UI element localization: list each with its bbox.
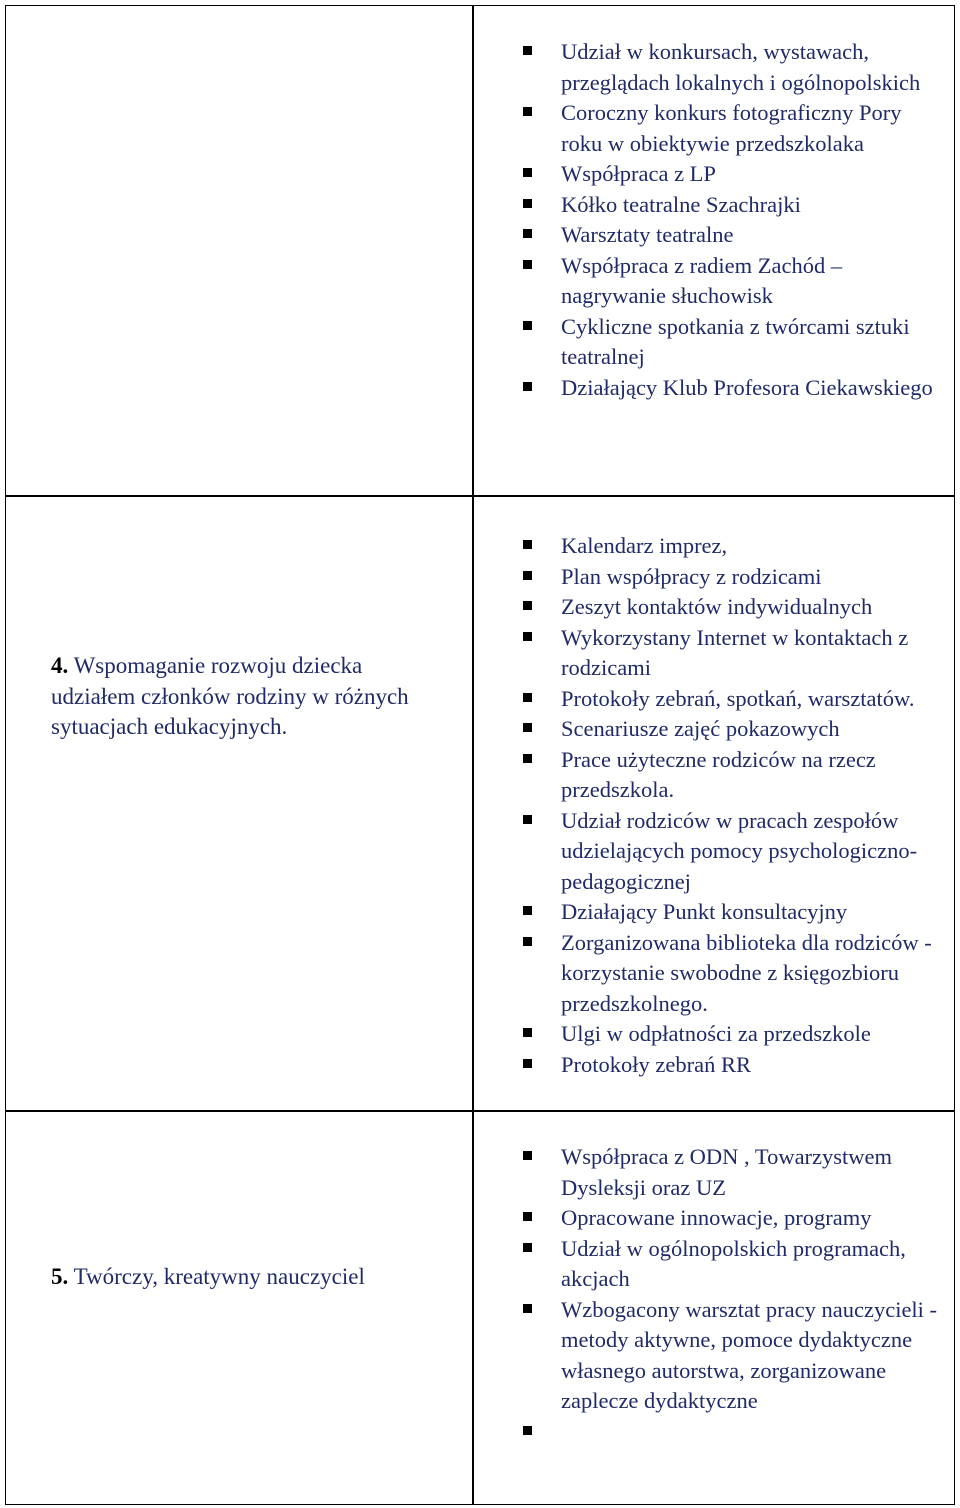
list-item	[474, 1050, 954, 1081]
list-item-text: Współpraca z LP	[561, 161, 716, 186]
square-bullet-icon	[523, 815, 532, 824]
row-2-items-cell	[474, 531, 954, 1080]
list-item-text: Protokoły zebrań RR	[561, 1051, 751, 1077]
list-item-text: Cykliczne spotkania z twórcami sztuki teatralnej	[561, 313, 910, 369]
table-row	[6, 495, 954, 1110]
list-item	[474, 684, 954, 715]
list-item	[474, 1234, 954, 1295]
square-bullet-icon	[523, 693, 532, 702]
list-item	[474, 745, 954, 806]
list-item	[474, 897, 954, 928]
list-item-text: Działający Klub Profesora Ciekawskiego	[561, 374, 933, 400]
list-item	[474, 159, 954, 190]
row-1-item-list	[474, 37, 954, 403]
list-item	[474, 1295, 954, 1417]
list-item-text: Wzbogacony warsztat pracy nauczycieli - metody aktywne, pomoce dydaktyczne własnego autorstwa, zorganizowane zaplecze dydaktyczne	[561, 1296, 938, 1413]
square-bullet-icon	[523, 46, 532, 55]
row-number: 4.	[51, 653, 69, 678]
table-row	[6, 1110, 954, 1506]
list-item-text: Ulgi w odpłatności za przedszkole	[561, 1021, 871, 1046]
row-number: 5.	[51, 1264, 69, 1289]
list-item-text: Scenariusze zajęć pokazowych	[561, 716, 840, 741]
list-item-text: Kółko teatralne Szachrajki	[561, 191, 801, 217]
square-bullet-icon	[523, 199, 532, 208]
list-item-text: Zorganizowana biblioteka dla rodziców - korzystanie swobodne z księgozbioru przedszkolnego.	[561, 929, 932, 1016]
list-item	[474, 623, 954, 684]
square-bullet-icon	[523, 1028, 532, 1037]
list-item-text: Kalendarz imprez,	[561, 533, 728, 558]
list-item-text: Współpraca z radiem Zachód – nagrywanie słuchowisk	[561, 252, 843, 308]
list-item	[474, 592, 954, 623]
square-bullet-icon	[523, 382, 532, 391]
row-3-items-cell	[474, 1142, 954, 1417]
row-2-title-cell	[6, 651, 472, 743]
row-1-items-cell	[474, 37, 954, 403]
list-item-text: Protokoły zebrań, spotkań, warsztatów.	[561, 685, 915, 711]
list-item-text: Działający Punkt konsultacyjny	[561, 899, 848, 924]
square-bullet-icon	[523, 906, 532, 915]
list-item	[474, 220, 954, 251]
square-bullet-icon	[523, 1059, 532, 1068]
list-item-text: Prace użyteczne rodziców na rzecz przedszkola.	[561, 746, 876, 802]
list-item	[474, 37, 954, 98]
list-item	[474, 251, 954, 312]
square-bullet-icon	[523, 571, 532, 580]
list-item	[474, 1203, 954, 1234]
activities-table	[5, 5, 955, 1505]
list-item-text: Opracowane innowacje, programy	[561, 1205, 872, 1230]
list-item	[474, 531, 954, 562]
list-item-text: Wykorzystany Internet w kontaktach z rodzicami	[561, 624, 909, 680]
square-bullet-icon	[523, 937, 532, 946]
list-item-text: Coroczny konkurs fotograficzny Pory roku w obiektywie przedszkolaka	[561, 100, 902, 156]
row-3-item-list	[474, 1142, 954, 1417]
list-item-text: Warsztaty teatralne	[561, 222, 734, 247]
square-bullet-icon	[523, 1426, 532, 1435]
square-bullet-icon	[523, 229, 532, 238]
list-item	[474, 373, 954, 404]
list-item	[474, 98, 954, 159]
square-bullet-icon	[523, 321, 532, 330]
square-bullet-icon	[523, 1212, 532, 1221]
list-item-text: Zeszyt kontaktów indywidualnych	[561, 594, 873, 619]
square-bullet-icon	[523, 1243, 532, 1252]
list-item	[474, 312, 954, 373]
square-bullet-icon	[523, 1304, 532, 1313]
square-bullet-icon	[523, 540, 532, 549]
list-item	[474, 928, 954, 1020]
table-row	[6, 6, 954, 495]
list-item-text: Plan współpracy z rodzicami	[561, 563, 822, 589]
list-item	[474, 562, 954, 593]
list-item	[474, 190, 954, 221]
list-item	[474, 1142, 954, 1203]
square-bullet-icon	[523, 754, 532, 763]
square-bullet-icon	[523, 107, 532, 116]
row-2-item-list	[474, 531, 954, 1080]
list-item	[474, 806, 954, 898]
list-item	[474, 1019, 954, 1050]
square-bullet-icon	[523, 168, 532, 177]
list-item	[474, 714, 954, 745]
square-bullet-icon	[523, 260, 532, 269]
square-bullet-icon	[523, 1151, 532, 1160]
list-item-text: Udział w konkursach, wystawach, przeglądach lokalnych i ogólnopolskich	[561, 39, 921, 95]
row-3-title-cell	[6, 1262, 472, 1293]
square-bullet-icon	[523, 723, 532, 732]
list-item-text: Udział w ogólnopolskich programach, akcjach	[561, 1235, 906, 1291]
row-title: Wspomaganie rozwoju dziecka udziałem członków rodziny w różnych sytuacjach edukacyjnych.	[51, 653, 409, 739]
square-bullet-icon	[523, 601, 532, 610]
row-title: Twórczy, kreatywny nauczyciel	[68, 1264, 365, 1289]
square-bullet-icon	[523, 632, 532, 641]
list-item-text: Udział rodziców w pracach zespołów udzielających pomocy psychologiczno-pedagogicznej	[561, 807, 918, 894]
list-item-text: Współpraca z ODN , Towarzystwem Dysleksji oraz UZ	[561, 1144, 893, 1200]
